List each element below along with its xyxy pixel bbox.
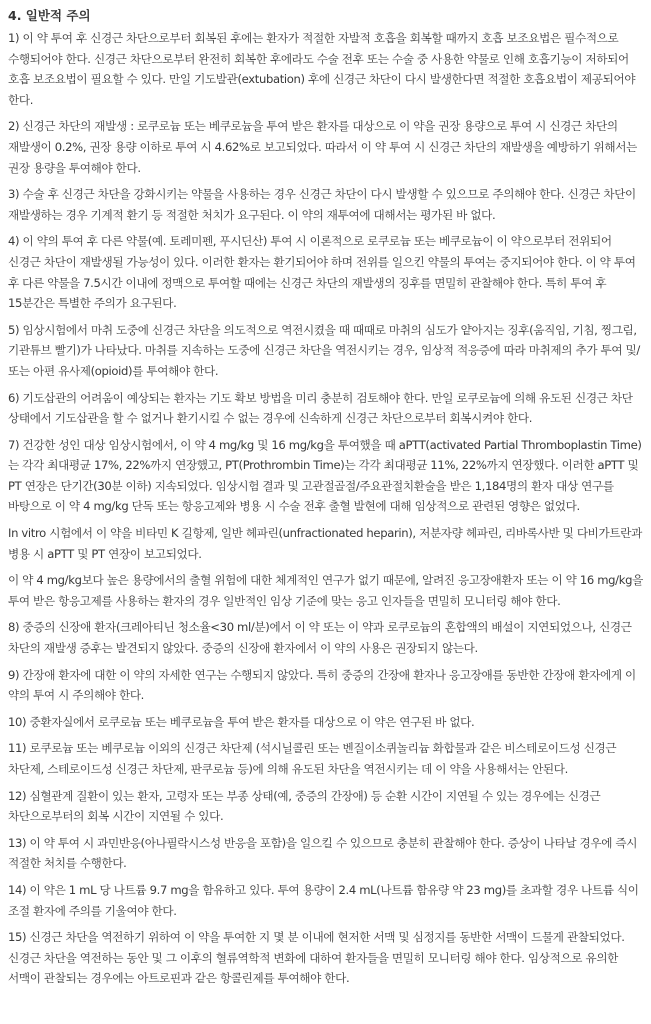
paragraph-8: 8) 중증의 신장애 환자(크레아티닌 청소율<30 ml/분)에서 이 약 또는 이 약과 로쿠로늄의 혼합액의 배설이 지연되었으나, 신경근 차단의 재발생 증후는 발견되지 않았다. 중증의 신장애 환자에서 이 약의 사용은 권장되지 않는다. bbox=[8, 620, 632, 656]
paragraph-10: 10) 중환자실에서 로쿠로늄 또는 베쿠로늄을 투여 받은 환자를 대상으로 이 약은 연구된 바 없다. bbox=[8, 714, 475, 729]
paragraph-15: 15) 신경근 차단을 역전하기 위하여 이 약을 투여한 지 몇 분 이내에 현저한 서맥 및 심정지를 동반한 서맥이 드물게 관찰되었다. 신경근 차단을 역전하는 동안 및 그 이후의 혈류역학적 변화에 대하여 환자들을 면밀히 모니터링 해야 한다. 임상적으로 유의한 서맥이 관찰되는 경우에는 아트로핀과 같은 항콜린제를 투여해야 한다. bbox=[8, 930, 625, 986]
paragraph-3: 3) 수술 후 신경근 차단을 강화시키는 약물을 사용하는 경우 신경근 차단이 다시 발생할 수 있으므로 주의해야 한다. 신경근 차단이 재발생하는 경우 기계적 환기 등 적절한 처치가 요구된다. 이 약의 재투여에 대해서는 평가된 바 없다. bbox=[8, 187, 636, 222]
paragraph-14: 14) 이 약은 1 mL 당 나트륨 9.7 mg을 함유하고 있다. 투여 용량이 2.4 mL(나트륨 함유량 약 23 mg)를 초과할 경우 나트륨 식이 조절 환자에 주의를 기울여야 한다. bbox=[8, 882, 639, 918]
paragraph-2: 2) 신경근 차단의 재발생 : 로쿠로늄 또는 베쿠로늄을 투여 받은 환자를 대상으로 이 약을 권장 용량으로 투여 시 신경근 차단의 재발생이 0.2%, 권장 용량 이하로 투여 시 4.62%로 보고되었다. 따라서 이 약 투여 시 신경근 차단의 재발생을 예방하기 위해서는 권장 용량을 투여해야 한다. bbox=[8, 119, 637, 175]
paragraph-11: 11) 로쿠로늄 또는 베쿠로늄 이외의 신경근 차단제 (석시닐콜린 또는 벤질이소퀴놀리늄 화합물과 같은 비스테로이드성 신경근 차단제, 스테로이드성 신경근 차단제, 판쿠로늄 등)에 의해 유도된 차단을 역전시키는 데 이 약을 사용해서는 안된다. bbox=[8, 741, 617, 776]
paragraph-7-in-vitro: In vitro 시험에서 이 약을 비타민 K 길항제, 일반 헤파린(unfractionated heparin), 저분자량 헤파린, 리바록사반 및 다비가트란과 병용 시 aPTT 및 PT 연장이 보고되었다. bbox=[8, 526, 642, 561]
paragraph-7: 7) 건강한 성인 대상 임상시험에서, 이 약 4 mg/kg 및 16 mg/kg을 투여했을 때 aPTT(activated Partial Thromboplastin Time)는 각각 최대평균 17%, 22%까지 연장했고, PT(Prothrombin Time)는 각각 최대평균 11%, 22%까지 연장했다. 이러한 aPTT 및 PT 연장은 단기간(30분 이하) 지속되었다. 임상시험 결과 및 고관절골절/주요관절치환술을 받은 1,184명의 환자 대상 연구를 바탕으로 이 약 4 mg/kg 단독 또는 항응고제와 병용 시 수술 전후 출혈 발현에 대해 임상적으로 관련된 영향은 없었다. bbox=[8, 437, 642, 514]
paragraph-12: 12) 심혈관계 질환이 있는 환자, 고령자 또는 부종 상태(예, 중증의 간장애) 등 순환 시간이 지연될 수 있는 경우에는 신경근 차단으로부터의 회복 시간이 지연될 수 있다. bbox=[8, 788, 601, 824]
paragraph-5: 5) 임상시험에서 마취 도중에 신경근 차단을 의도적으로 역전시켰을 때 때때로 마취의 심도가 얕아지는 징후(움직임, 기침, 찡그림, 기관튜브 빨기)가 나타났다. 마취를 지속하는 도중에 신경근 차단을 역전시키는 경우, 임상적 적응증에 따라 마취제의 추가 투여 및/또는 아편 유사제(opioid)를 투여해야 한다. bbox=[8, 322, 640, 378]
paragraph-6: 6) 기도삽관의 어려움이 예상되는 환자는 기도 확보 방법을 미리 충분히 검토해야 한다. 만일 로쿠로늄에 의해 유도된 신경근 차단 상태에서 기도삽관을 할 수 없거나 환기시킬 수 없는 경우에 신속하게 신경근 차단으로부터 회복시켜야 한다. bbox=[8, 390, 633, 426]
paragraph-4: 4) 이 약의 투여 후 다른 약물(예. 토레미펜, 푸시딘산) 투여 시 이론적으로 로쿠로늄 또는 베쿠로늄이 이 약으로부터 전위되어 신경근 차단이 재발생될 가능성이 있다. 이러한 환자는 환기되어야 하며 전위를 일으킨 약물의 투여는 중지되어야 한다. 이 약 투여 후 다른 약물을 7.5시간 이내에 정맥으로 투여할 때에는 신경근 차단의 재발생의 징후를 면밀히 관찰해야 한다. 특히 투여 후 15분간은 특별한 주의가 요구된다. bbox=[8, 234, 636, 311]
section-title: 4. 일반적 주의 bbox=[8, 8, 91, 23]
paragraph-7-bleeding-risk: 이 약 4 mg/kg보다 높은 용량에서의 출혈 위험에 대한 체계적인 연구가 없기 때문에, 알려진 응고장애환자 또는 이 약 16 mg/kg을 투여 받은 항응고제를 사용하는 환자의 경우 일반적인 임상 기준에 맞는 응고 인자들을 면밀히 모니터링 해야 한다. bbox=[8, 573, 643, 608]
paragraph-1: 1) 이 약 투여 후 신경근 차단으로부터 회복된 후에는 환자가 적절한 자발적 호흡을 회복할 때까지 호흡 보조요법은 필수적으로 수행되어야 한다. 신경근 차단으로부터 완전히 회복한 후에라도 수술 전후 또는 수술 중 사용한 약물로 인해 호흡기능이 저하되어 호흡 보조요법이 필요할 수 있다. 만일 기도발관(extubation) 후에 신경근 차단이 다시 발생한다면 적절한 호흡요법이 제공되어야 한다. bbox=[8, 31, 636, 107]
paragraph-9: 9) 간장애 환자에 대한 이 약의 자세한 연구는 수행되지 않았다. 특히 중증의 간장애 환자나 응고장애를 동반한 간장애 환자에게 이 약의 투여 시 주의해야 한다. bbox=[8, 667, 636, 703]
paragraph-13: 13) 이 약 투여 시 과민반응(아나필락시스성 반응을 포함)을 일으킬 수 있으므로 충분히 관찰해야 한다. 증상이 나타날 경우에 즉시 적절한 처치를 수행한다. bbox=[8, 835, 638, 871]
